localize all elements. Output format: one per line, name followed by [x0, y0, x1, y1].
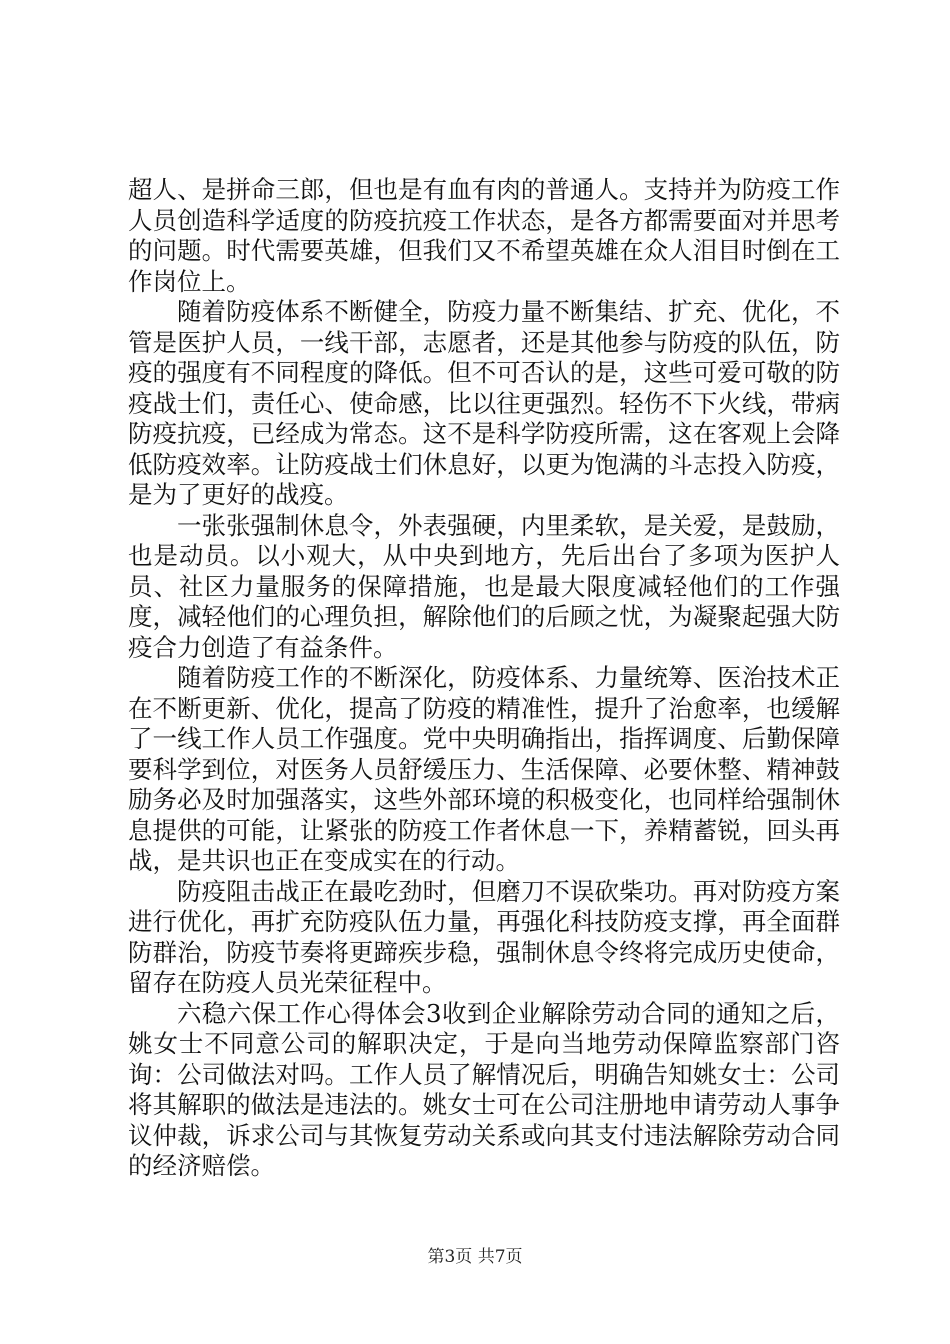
- page-number-footer: 第3页 共7页: [427, 1247, 523, 1267]
- paragraph-1: 超人、是拼命三郎，但也是有血有肉的普通人。支持并为防疫工作人员创造科学适度的防疫抗疫工作状态，是各方都需要面对并思考的问题。时代需要英雄，但我们又不希望英雄在众人泪目时倒在工作岗位上。: [128, 175, 840, 296]
- paragraph-2: 随着防疫体系不断健全，防疫力量不断集结、扩充、优化，不管是医护人员，一线干部，志愿者，还是其他参与防疫的队伍，防疫的强度有不同程度的降低。但不可否认的是，这些可爱可敬的防疫战士们，责任心、使命感，比以往更强烈。轻伤不下火线，带病防疫抗疫，已经成为常态。这不是科学防疫所需，这在客观上会降低防疫效率。让防疫战士们休息好，以更为饱满的斗志投入防疫，是为了更好的战疫。: [128, 297, 840, 509]
- paragraph-3: 一张张强制休息令，外表强硬，内里柔软，是关爱，是鼓励，也是动员。以小观大，从中央到地方，先后出台了多项为医护人员、社区力量服务的保障措施，也是最大限度减轻他们的工作强度，减轻他们的心理负担，解除他们的后顾之忧，为凝聚起强大防疫合力创造了有益条件。: [128, 510, 840, 662]
- paragraph-6: 六稳六保工作心得体会3收到企业解除劳动合同的通知之后，姚女士不同意公司的解职决定，于是向当地劳动保障监察部门咨询：公司做法对吗。工作人员了解情况后，明确告知姚女士：公司将其解职的做法是违法的。姚女士可在公司注册地申请劳动人事争议仲裁，诉求公司与其恢复劳动关系或向其支付违法解除劳动合同的经济赔偿。: [128, 998, 840, 1180]
- document-body: [128, 175, 840, 1182]
- paragraph-4: 随着防疫工作的不断深化，防疫体系、力量统筹、医治技术正在不断更新、优化，提高了防疫的精准性，提升了治愈率，也缓解了一线工作人员工作强度。党中央明确指出，指挥调度、后勤保障要科学到位，对医务人员舒缓压力、生活保障、必要休整、精神鼓励务必及时加强落实，这些外部环境的积极变化，也同样给强制休息提供的可能，让紧张的防疫工作者休息一下，养精蓄锐，回头再战，是共识也正在变成实在的行动。: [128, 663, 840, 875]
- paragraph-5: 防疫阻击战正在最吃劲时，但磨刀不误砍柴功。再对防疫方案进行优化，再扩充防疫队伍力量，再强化科技防疫支撑，再全面群防群治，防疫节奏将更蹄疾步稳，强制休息令终将完成历史使命，留存在防疫人员光荣征程中。: [128, 876, 840, 997]
